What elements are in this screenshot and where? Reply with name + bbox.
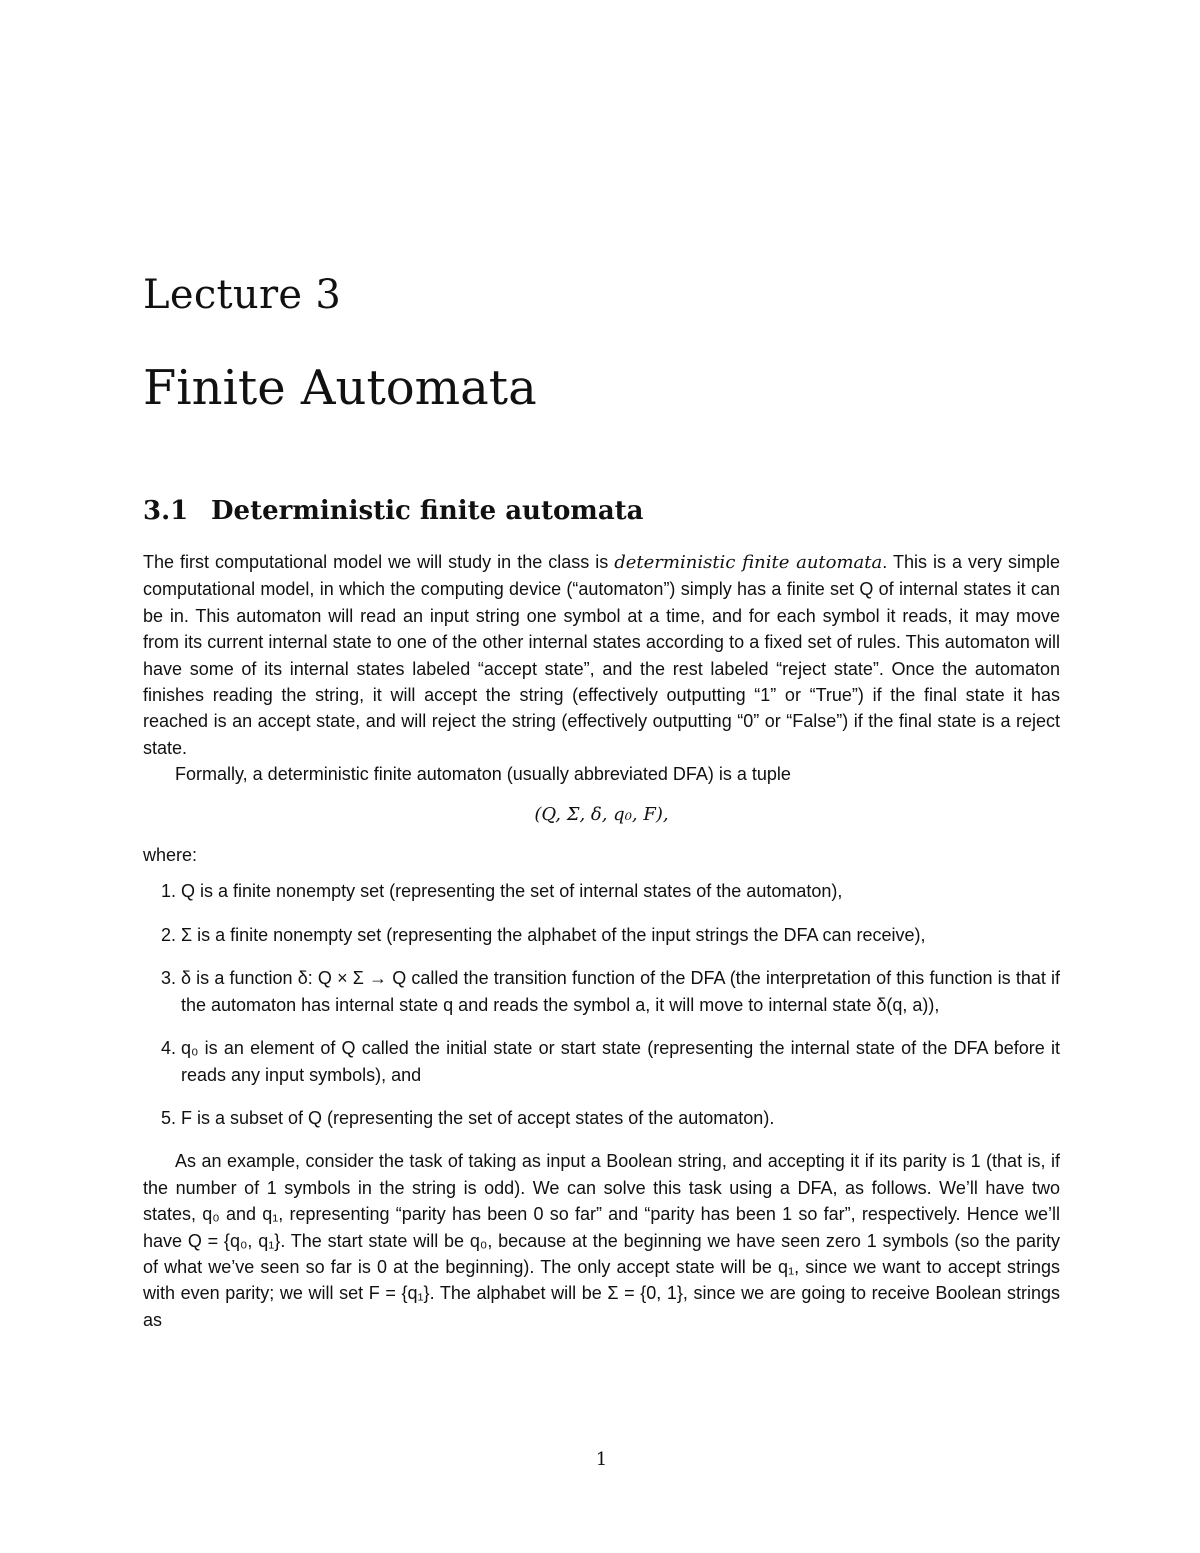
section-heading	[143, 496, 644, 526]
example-paragraph: As an example, consider the task of taking as input a Boolean string, and accepting it if its parity is 1 (that is, if the number of 1 symbols in the string is odd). We can solve this task using a DFA, as follows. We’ll have two states, q₀ and q₁, representing “parity has been 0 so far” and “parity has been 1 so far”, respectively. Hence we’ll have Q = {q₀, q₁}. The start state will be q₀, because at the beginning we have seen zero 1 symbols (so the parity of what we’ve seen so far is 0 at the beginning). The only accept state will be q₁, since we want to accept strings with even parity; we will set F = {q₁}. The alphabet will be Σ = {0, 1}, since we are going to receive Boolean strings as	[143, 1151, 1060, 1330]
intro-paragraph	[143, 549, 1060, 761]
intro-emphasis: deterministic finite automata	[614, 552, 883, 573]
section-number: 3.1	[143, 496, 189, 526]
list-item: 1. Q is a finite nonempty set (representing the set of internal states of the automaton),	[181, 878, 1060, 904]
body-text	[143, 549, 1060, 1333]
tuple-equation: (Q, Σ, δ, q₀, F),	[534, 803, 669, 825]
list-item: 3. δ is a function δ: Q × Σ → Q called the transition function of the DFA (the interpretation of this function is that if the automaton has internal state q and reads the symbol a, it will move to internal state δ(q, a)),	[181, 965, 1060, 1018]
list-item: 4. q₀ is an element of Q called the initial state or start state (representing the internal state of the DFA before it reads any input symbols), and	[181, 1035, 1060, 1088]
chapter-title: Finite Automata	[143, 360, 537, 416]
intro-text-start: The first computational model we will study in the class is	[143, 552, 615, 572]
section-title: Deterministic finite automata	[211, 496, 644, 526]
lecture-label: Lecture 3	[143, 272, 342, 318]
formal-definition-paragraph: Formally, a deterministic finite automaton (usually abbreviated DFA) is a tuple	[175, 764, 791, 785]
where-label: where:	[143, 845, 198, 866]
list-item: 5. F is a subset of Q (representing the set of accept states of the automaton).	[181, 1105, 1060, 1131]
intro-text-rest: . This is a very simple computational model, in which the computing device (“automaton”) simply has a finite set Q of internal states it can be in. This automaton will read an input string one symbol at a time, and for each symbol it reads, it may move from its current internal state to one of the other internal states according to a fixed set of rules. This automaton will have some of its internal states labeled “accept state”, and the rest labeled “reject state”. Once the automaton finishes reading the string, it will accept the string (effectively outputting “1” or “True”) if the final state it has reached is an accept state, and will reject the string (effectively outputting “0” or “False”) if the final state is a reject state.	[143, 552, 1061, 758]
definition-list	[143, 878, 1060, 1131]
page-number: 1	[595, 1449, 608, 1470]
list-item: 2. Σ is a finite nonempty set (representing the alphabet of the input strings the DFA can receive),	[181, 922, 1060, 948]
